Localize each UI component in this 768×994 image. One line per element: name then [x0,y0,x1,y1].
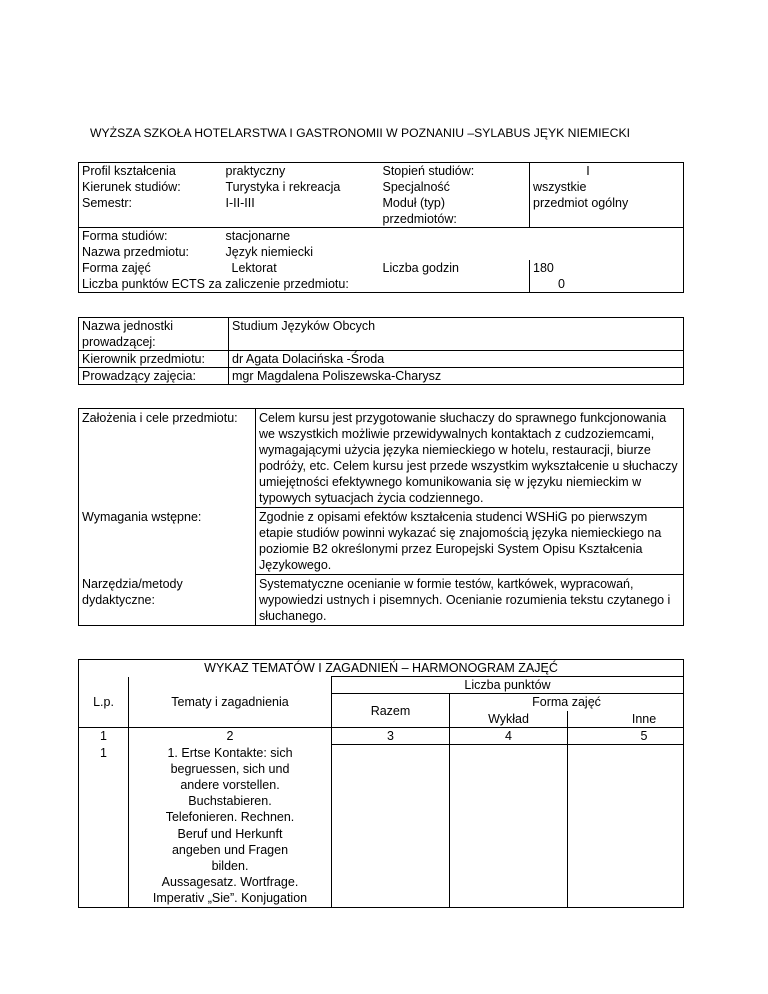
metody-label: Narzędzia/metody dydaktyczne: [79,575,256,626]
nazwa-value: Język niemiecki [223,244,684,260]
goals-table [78,408,684,626]
topic-grammar: Aussagesatz. Wortfrage. Imperativ „Sie”. Konjugation [152,875,308,906]
forma-studiow-value: stacjonarne [223,228,684,245]
jednostka-value: Studium Języków Obcych [229,318,684,351]
ects-label: Liczba punktów ECTS za zaliczenie przedmiotu: [79,276,530,293]
kierunek-label: Kierunek studiów: [79,179,223,195]
course-info-table [78,162,684,293]
lp-header: L.p. [79,677,129,728]
page-title: WYŻSZA SZKOŁA HOTELARSTWA I GASTRONOMII W POZNANIU –SYLABUS JĘYK NIEMIECKI [90,126,630,140]
ects-value: 0 [530,276,684,293]
unit-table [78,317,684,385]
inne-cell [568,745,684,908]
specjalnosc-label: Specjalność [380,179,530,195]
kierownik-label: Kierownik przedmiotu: [79,351,229,368]
number-cell: 4 [450,727,568,744]
liczba-punktow-header: Liczba punktów [332,677,684,694]
jednostka-label: Nazwa jednostki prowadzącej: [79,318,229,351]
nazwa-label: Nazwa przedmiotu: [79,244,223,260]
stopien-value: I [530,163,684,180]
cele-text: Celem kursu jest przygotowanie słuchaczy do sprawnego funkcjonowania we wszystkich możliwie przewidywalnych kontaktach z cudzoziemcami, wymagającymi użycia języka niemieckiego w hotelu, restauracji, biurze podróży, etc. Celem kursu jest przede wszystkim wykształcenie u słuchaczy umiejętności efektywnego komunikowania się w języku niemieckim w typowych sytuacjach życia codziennego. [256,409,684,508]
number-cell: 2 [129,727,332,744]
godzin-label: Liczba godzin [380,260,530,276]
tematy-header: Tematy i zagadnienia [129,677,332,728]
wyklad-header: Wykład [450,711,568,728]
topic-cell [129,745,332,908]
cele-label: Założenia i cele przedmiotu: [79,409,256,508]
metody-text: Systematyczne ocenianie w formie testów, kartkówek, wypracowań, wypowiedzi ustnych i pisemnych. Ocenianie rozumienia tekstu czytanego i słuchanego. [256,575,684,626]
prowadzacy-label: Prowadzący zajęcia: [79,368,229,385]
topic-main: 1. Ertse Kontakte: sich begruessen, sich und andere vorstellen. Buchstabieren. Telefonieren. Rechnen. Beruf und Herkunft angeben und Fragen bilden. [165,745,295,873]
forma-studiow-label: Forma studiów: [79,228,223,245]
modul-label: Moduł (typ) przedmiotów: [380,195,530,228]
razem-cell [332,745,450,908]
number-cell: 3 [332,727,450,744]
stopien-label: Stopień studiów: [380,163,530,180]
semestr-label: Semestr: [79,195,223,228]
schedule-table [78,659,684,908]
godzin-value: 180 [530,260,684,276]
kierownik-value: dr Agata Dolacińska -Środa [229,351,684,368]
forma-zajec-label: Forma zajęć [79,260,223,276]
schedule-header: WYKAZ TEMATÓW I ZAGADNIEŃ – HARMONOGRAM ZAJĘĆ [79,660,684,677]
number-cell: 1 [79,727,129,744]
kierunek-value: Turystyka i rekreacja [225,180,341,194]
row-lp: 1 [79,745,129,908]
prowadzacy-value: mgr Magdalena Poliszewska-Charysz [229,368,684,385]
forma-zajec-header: Forma zajęć [450,694,684,711]
inne-header: Inne [568,711,684,728]
specjalnosc-value: wszystkie [530,179,684,195]
wyklad-cell [450,745,568,908]
forma-zajec-value: Lektorat [231,261,277,275]
profil-value: praktyczny [223,163,380,180]
razem-header: Razem [332,694,450,727]
wymagania-label: Wymagania wstępne: [79,508,256,575]
semestr-value: I-II-III [223,195,380,228]
number-cell: 5 [568,727,684,744]
profil-label: Profil kształcenia [79,163,223,180]
modul-value: przedmiot ogólny [530,195,684,228]
wymagania-text: Zgodnie z opisami efektów kształcenia studenci WSHiG po pierwszym etapie studiów powinni wykazać się znajomością języka niemieckiego na poziomie B2 określonymi przez Europejski System Opisu Kształcenia Językowego. [256,508,684,575]
